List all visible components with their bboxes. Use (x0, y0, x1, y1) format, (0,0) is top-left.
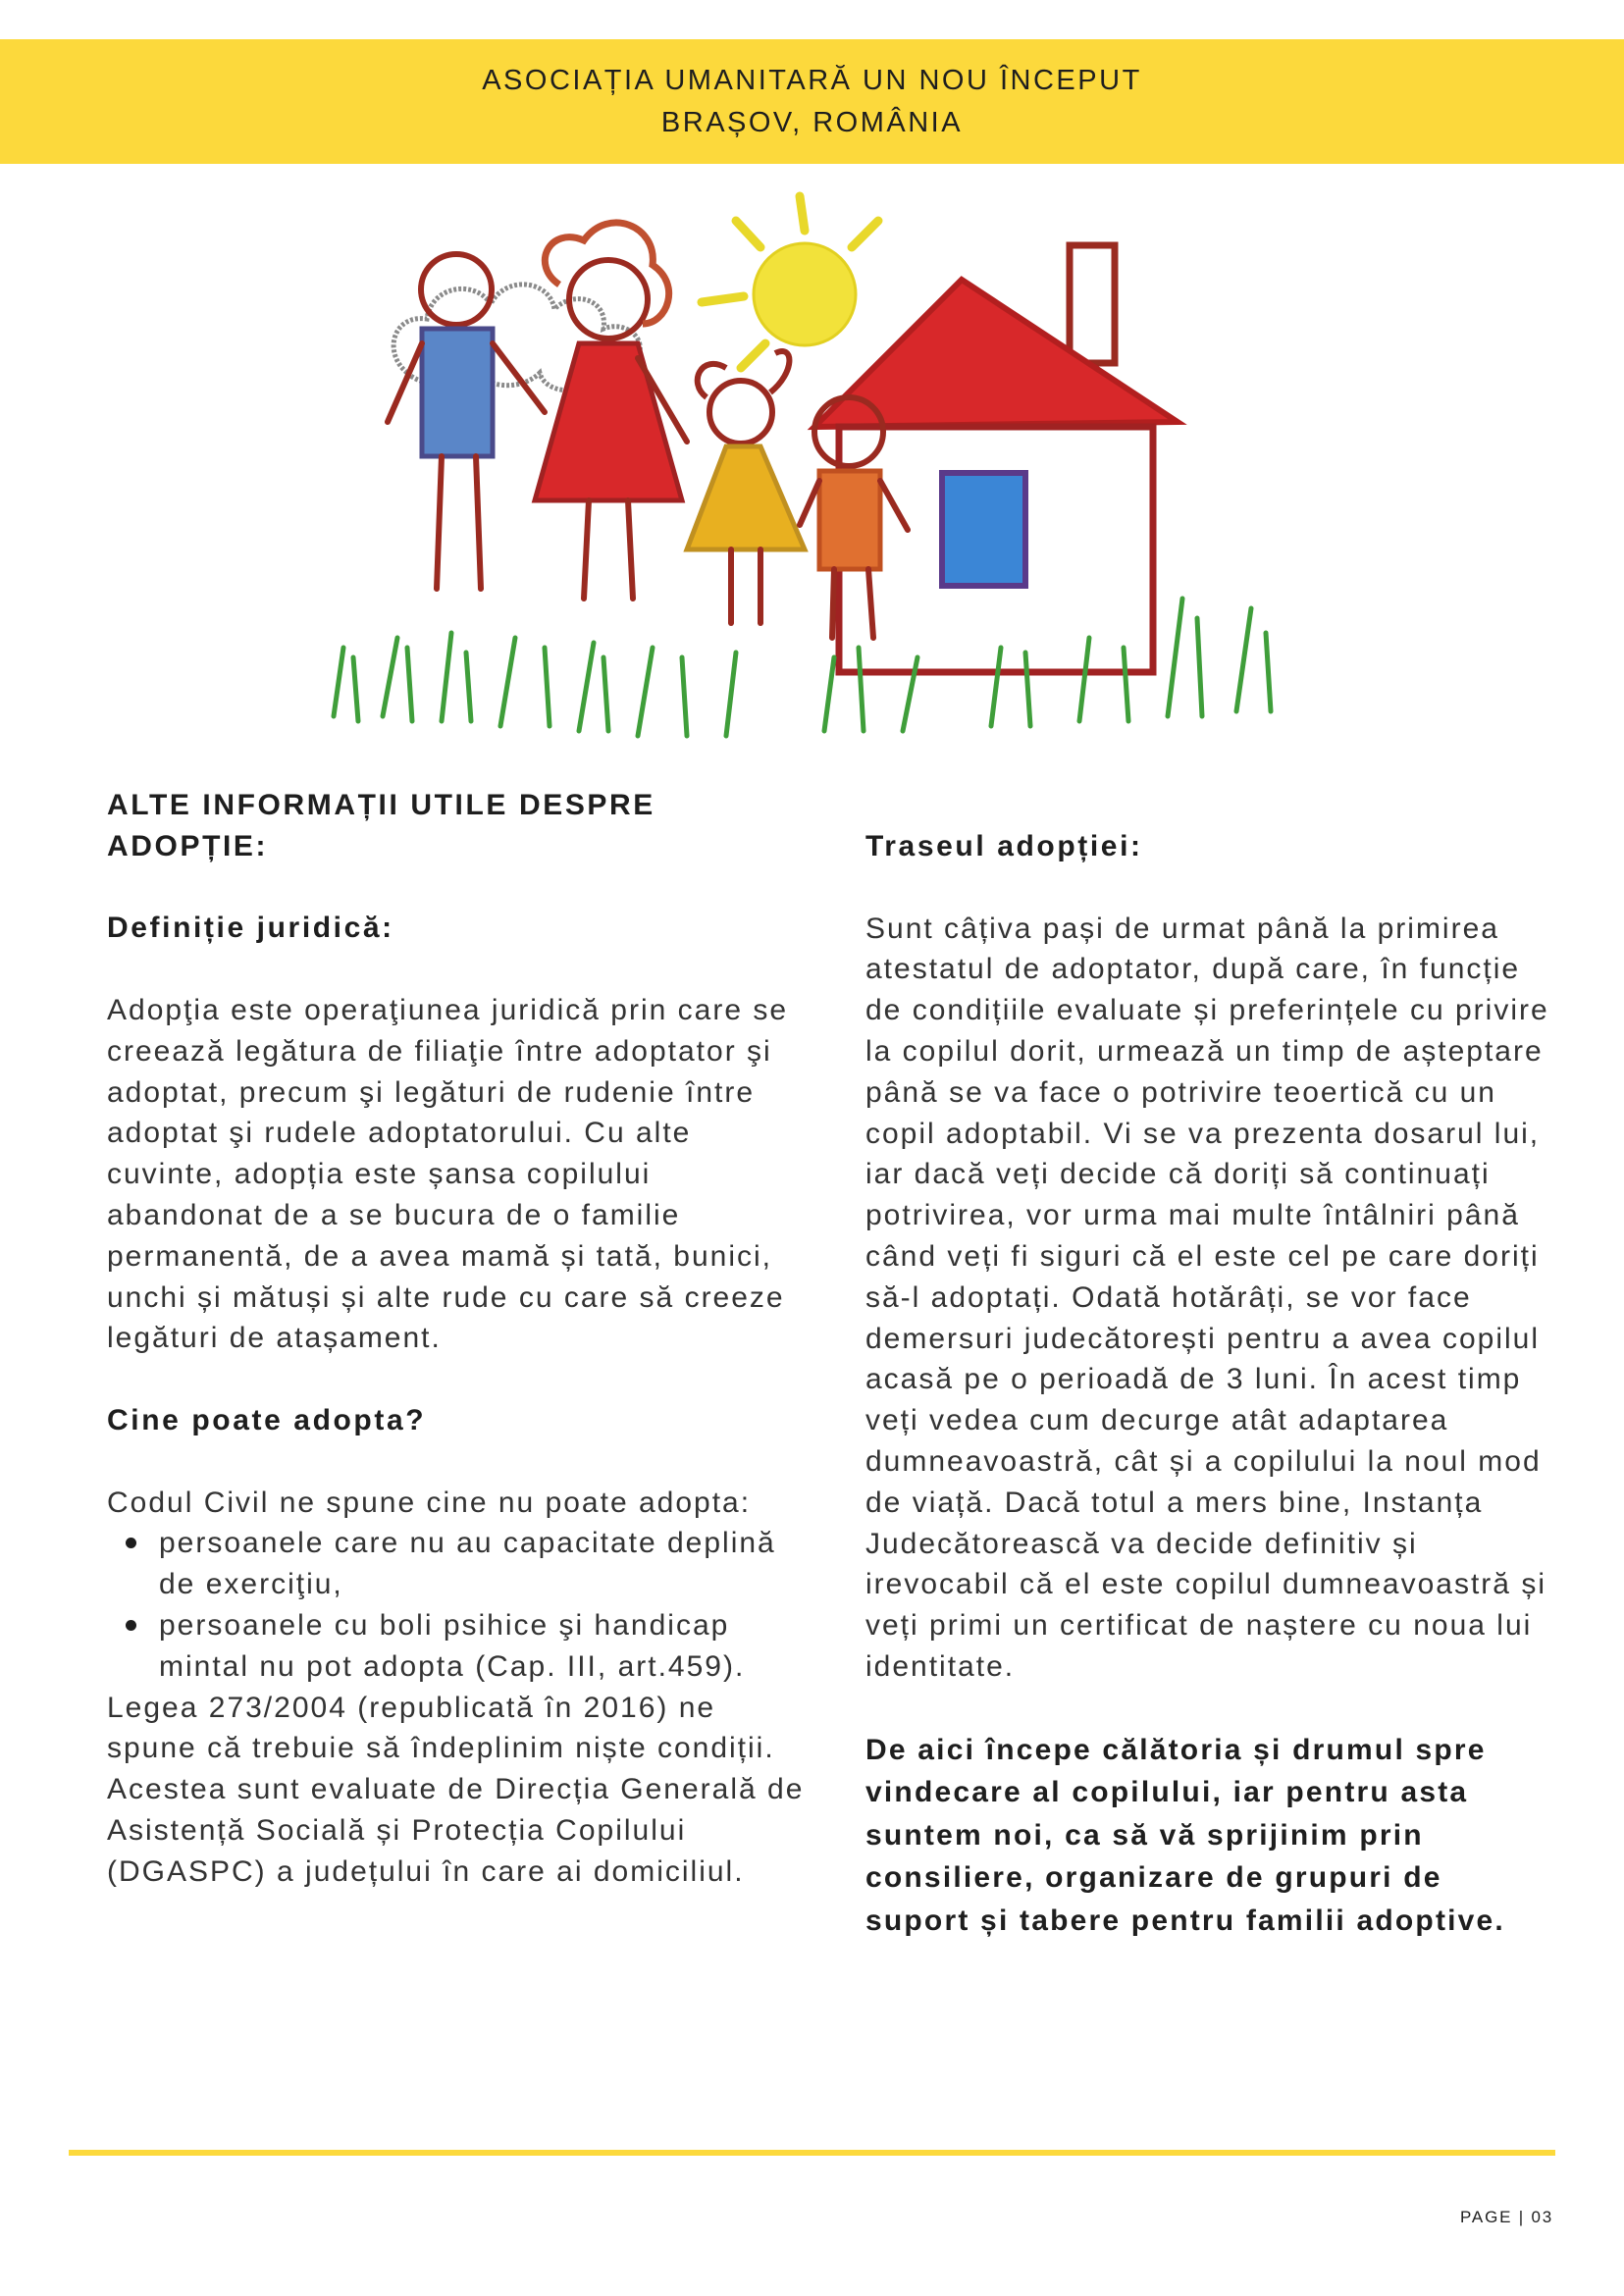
definition-text: Adopţia este operaţiunea juridică prin care se creează legătura de filiaţie între adoptator şi adoptat, precum şi legături de rudenie între adoptat şi rudele adoptatorului. Cu alte cuvinte, adopția este șansa copilului abandonat de a se bucura de o familie permanentă, de a avea mamă și tată, bunici, unchi și mătuși și alte rude cu care să creeze legături de atașament. (107, 993, 789, 1355)
who-can-adopt-heading: Cine poate adopta? (107, 1403, 427, 1436)
who-can-adopt-intro: Codul Civil ne spune cine nu poate adopta: (107, 1486, 752, 1519)
right-column (865, 826, 1552, 1942)
adoption-path-heading: Traseul adopției: (865, 830, 1143, 862)
definition-heading: Definiție juridică: (107, 912, 394, 945)
organization-location: BRAȘOV, ROMÂNIA (660, 106, 964, 138)
list-item: persoanele care nu au capacitate deplină de exerciţiu, (107, 1523, 813, 1605)
adoption-path-text: Sunt câțiva pași de urmat până la primirea atestatul de adoptator, după care, în funcție de condițiile evaluate și preferințele cu privire la copilul dorit, urmează un timp de așteptare până se va face o potrivire teoertică cu un copil adoptabil. Vi se va prezenta dosarul lui, iar dacă veți decide că doriți să continuați potrivirea, vor urma mai multe întâlniri până când veți fi siguri că el este cel pe care doriți să-l adoptați. Odată hotărâți, se vor face demersuri judecătorești pentru a avea copilul acasă pe o perioadă de 3 luni. În acest timp veți vedea cum decurge atât adaptarea dumneavoastră, cât și a copilului la noul mod de viață. Dacă totul a mers bine, Instanța Judecătorească va decide definitiv și irevocabil că el este copilul dumneavoastră și veți primi un certificat de naștere cu noua lui identitate. (865, 912, 1549, 1683)
law-text: Legea 273/2004 (republicată în 2016) ne spune că trebuie să îndeplinim niște condiții. Acestea sunt evaluate de Direcția Generală de Asistență Socială și Protecția Copilului (DGASPC) a județului în care ai domiciliul. (107, 1691, 805, 1888)
header-banner (0, 39, 1624, 164)
closing-statement: De aici începe călătoria și drumul spre vindecare al copilului, iar pentru asta suntem noi, ca să vă sprijinim prin consiliere, organizare de grupuri de suport și tabere pentru familii adoptive. (865, 1733, 1505, 1937)
left-column (107, 785, 813, 1893)
family-house-drawing-icon (314, 186, 1315, 785)
footer-divider (69, 2150, 1555, 2156)
section-title: ALTE INFORMAȚII UTILE DESPRE ADOPȚIE: (107, 789, 655, 862)
organization-name: ASOCIAȚIA UMANITARĂ UN NOU ÎNCEPUT (482, 64, 1142, 96)
restriction-list (107, 1523, 813, 1687)
page-number: PAGE | 03 (1460, 2208, 1553, 2226)
list-item: persoanele cu boli psihice şi handicap mintal nu pot adopta (Cap. III, art.459). (107, 1605, 813, 1688)
